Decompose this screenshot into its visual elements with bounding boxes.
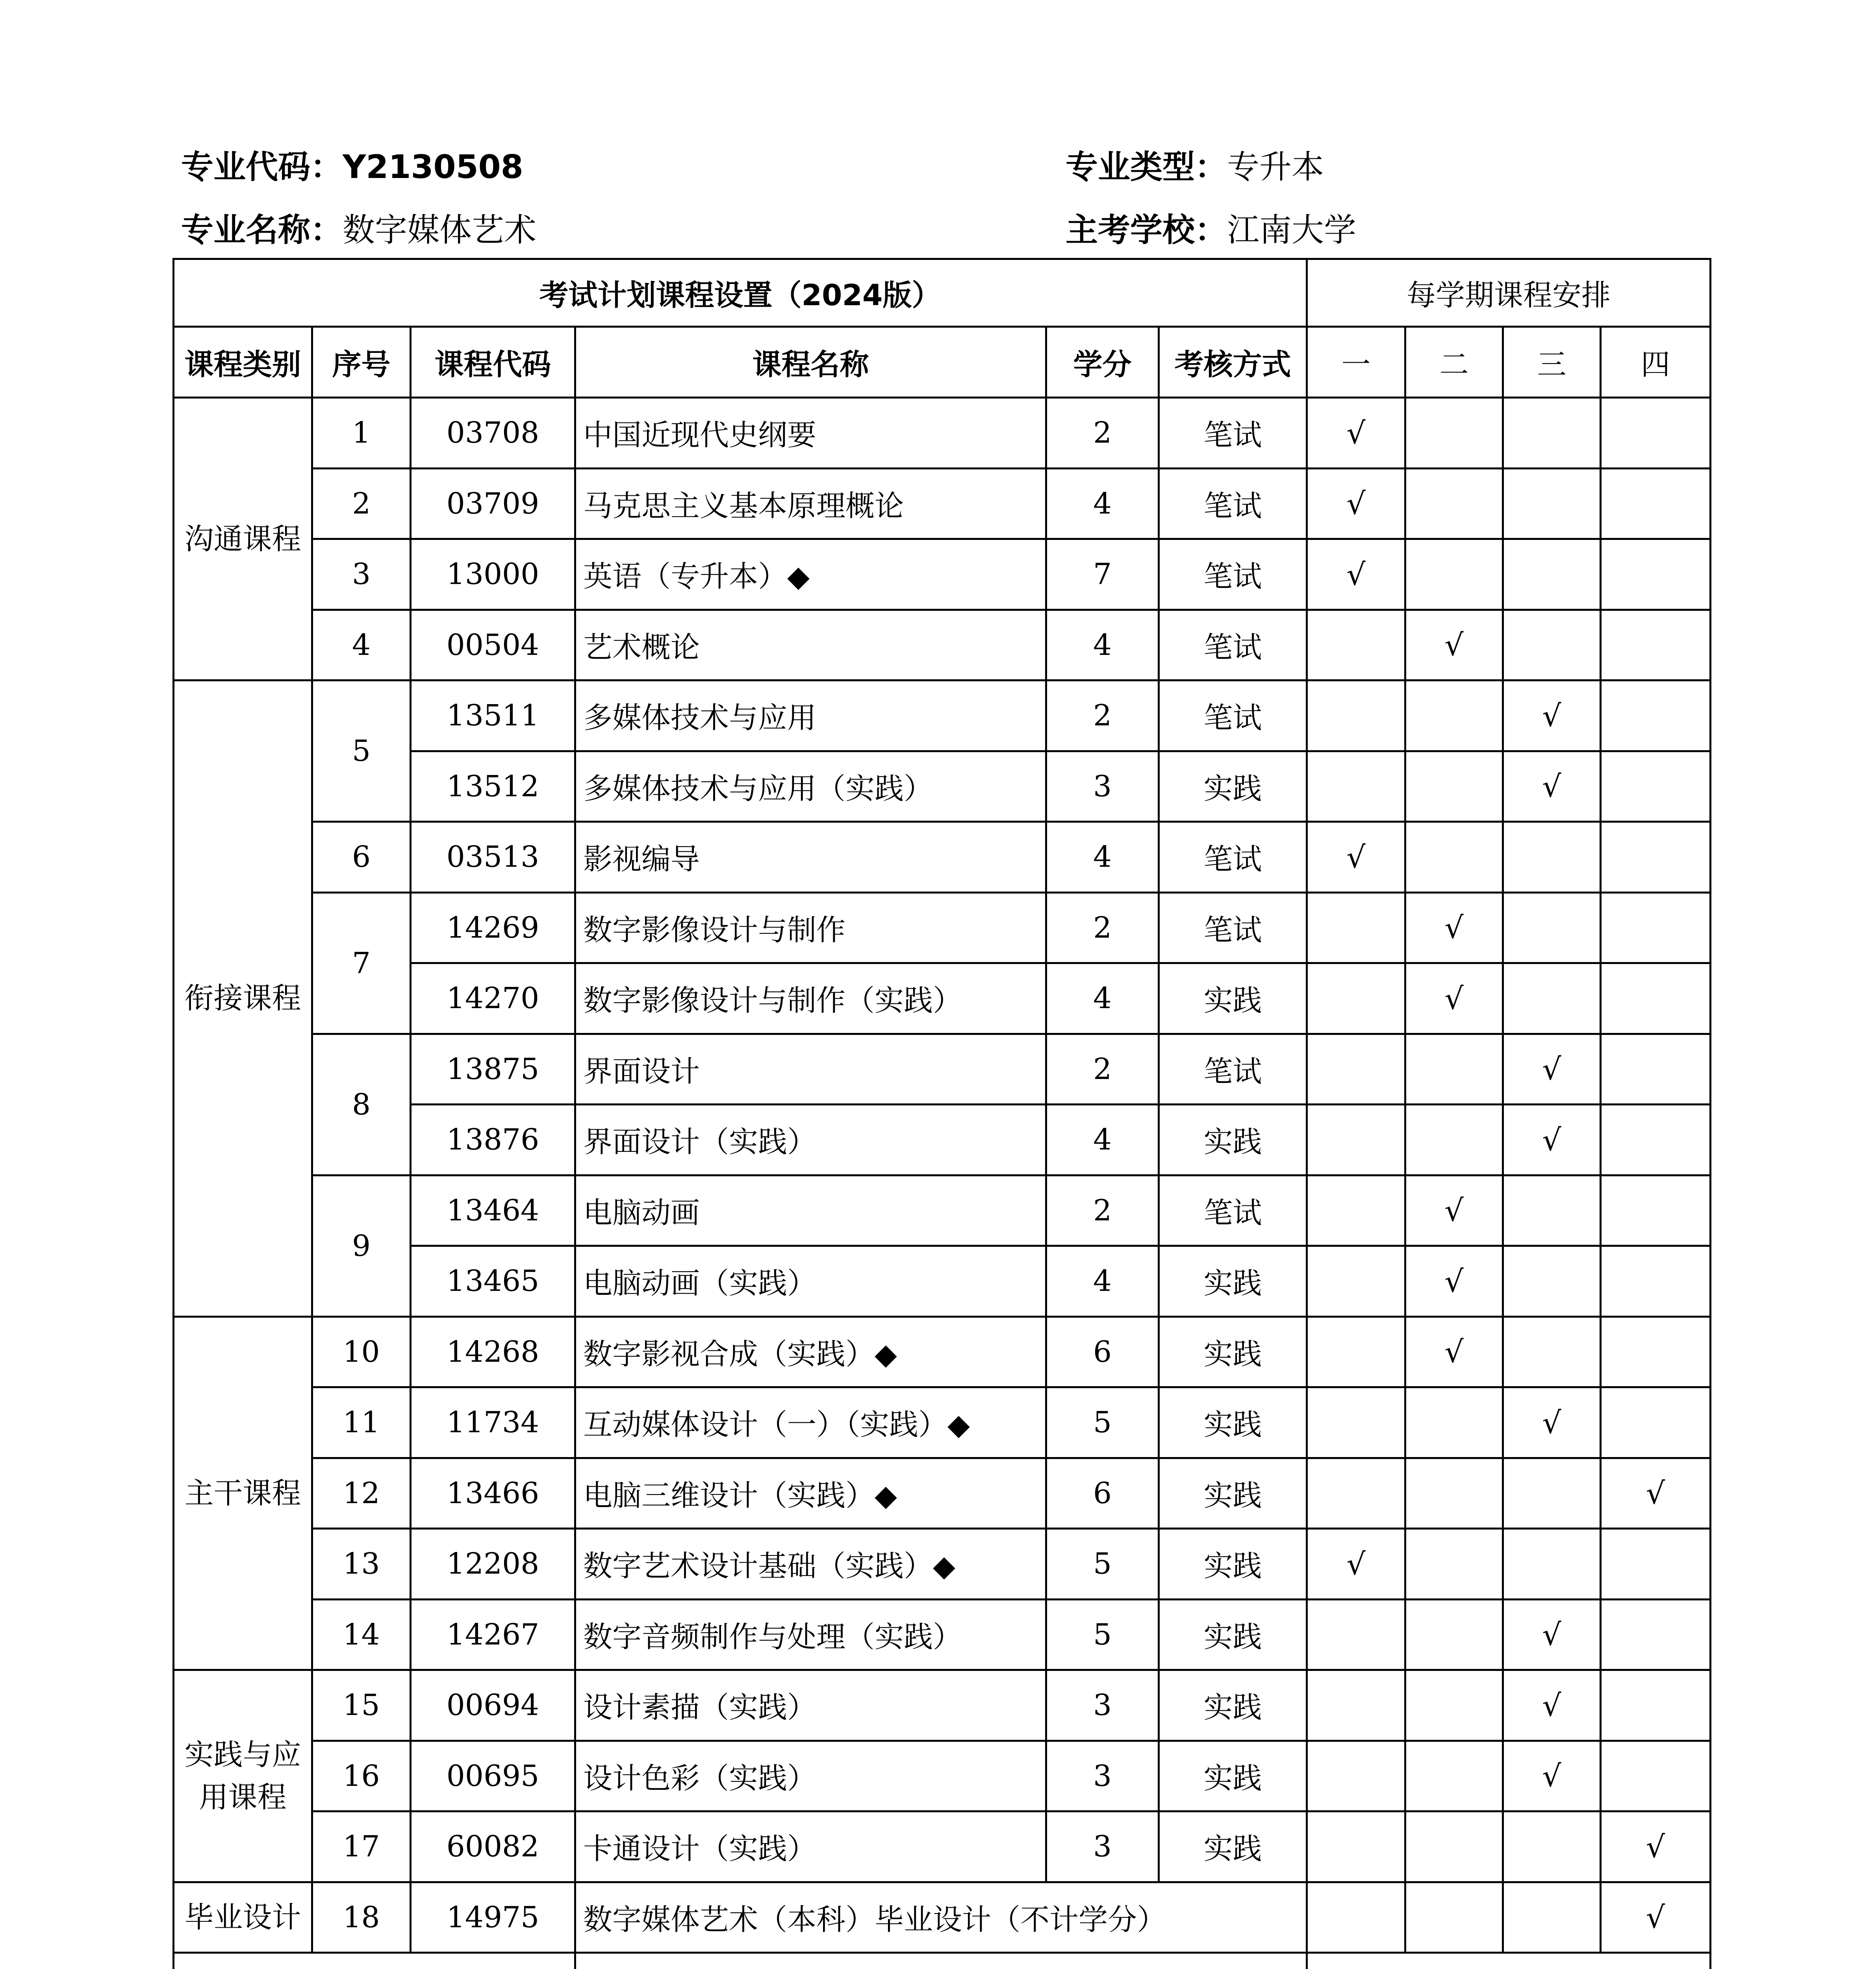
category-cell: 实践与应用课程: [174, 1670, 312, 1882]
sem3-cell: [1503, 963, 1601, 1034]
exam-cell: 实践: [1159, 1458, 1307, 1529]
sem4-cell: [1601, 680, 1711, 751]
name-cell: 数字媒体艺术（本科）毕业设计（不计学分）: [575, 1882, 1307, 1953]
sem4-cell: [1601, 1246, 1711, 1317]
code-cell: 00695: [411, 1741, 575, 1811]
semester-schedule-title: 每学期课程安排: [1307, 259, 1711, 327]
name-cell: 界面设计（实践）: [575, 1105, 1046, 1175]
code-cell: 00504: [411, 610, 575, 680]
table-row: [174, 1458, 1711, 1529]
name-cell: 电脑三维设计（实践）◆: [575, 1458, 1046, 1529]
sem3-cell: [1503, 1882, 1601, 1953]
sem4-cell: [1601, 1670, 1711, 1741]
table-row: [174, 822, 1711, 893]
sem4-cell: [1601, 963, 1711, 1034]
check-mark: √: [1307, 1529, 1405, 1600]
credit-cell: 2: [1046, 680, 1159, 751]
name-cell: 艺术概论: [575, 610, 1046, 680]
col-category: 课程类别: [174, 327, 312, 398]
check-mark: √: [1601, 1458, 1711, 1529]
name-cell: 马克思主义基本原理概论: [575, 468, 1046, 539]
credit-cell: 6: [1046, 1458, 1159, 1529]
credit-cell: 5: [1046, 1387, 1159, 1458]
seq-cell: 7: [312, 892, 411, 1034]
table-row: [174, 1811, 1711, 1882]
sem1-cell: [1307, 1316, 1405, 1387]
name-cell: 数字音频制作与处理（实践）: [575, 1599, 1046, 1670]
check-mark: √: [1307, 468, 1405, 539]
name-cell: 多媒体技术与应用: [575, 680, 1046, 751]
seq-cell: 4: [312, 610, 411, 680]
sem3-cell: [1503, 1458, 1601, 1529]
sem3-cell: [1503, 1246, 1601, 1317]
major-type: [1066, 148, 1324, 187]
credit-cell: 2: [1046, 1034, 1159, 1105]
total-semester-empty: [1307, 1953, 1711, 1969]
exam-school-value: 江南大学: [1227, 211, 1357, 249]
code-cell: 13465: [411, 1246, 575, 1317]
sem2-cell: [1405, 1741, 1503, 1811]
code-cell: 14267: [411, 1599, 575, 1670]
sem1-cell: [1307, 1175, 1405, 1246]
sem4-cell: [1601, 610, 1711, 680]
sem2-cell: [1405, 1034, 1503, 1105]
exam-cell: 实践: [1159, 1316, 1307, 1387]
col-credit: 学分: [1046, 327, 1159, 398]
exam-cell: 实践: [1159, 1599, 1307, 1670]
credit-cell: 5: [1046, 1529, 1159, 1600]
sem2-cell: [1405, 1387, 1503, 1458]
check-mark: √: [1307, 398, 1405, 469]
exam-cell: 实践: [1159, 1246, 1307, 1317]
sem1-cell: [1307, 1034, 1405, 1105]
sem4-cell: [1601, 892, 1711, 963]
sem2-cell: [1405, 1599, 1503, 1670]
table-row: [174, 1316, 1711, 1387]
code-cell: 13512: [411, 751, 575, 822]
check-mark: √: [1503, 1670, 1601, 1741]
name-cell: 多媒体技术与应用（实践）: [575, 751, 1046, 822]
seq-cell: 3: [312, 539, 411, 610]
seq-cell: 10: [312, 1316, 411, 1387]
sem4-cell: [1601, 539, 1711, 610]
sem3-cell: [1503, 398, 1601, 469]
sem1-cell: [1307, 1246, 1405, 1317]
name-cell: 互动媒体设计（一）（实践）◆: [575, 1387, 1046, 1458]
check-mark: √: [1307, 539, 1405, 610]
course-plan-table: [172, 258, 1711, 1969]
code-cell: 14975: [411, 1882, 575, 1953]
sem2-cell: [1405, 1670, 1503, 1741]
code-cell: 14269: [411, 892, 575, 963]
sem4-cell: [1601, 1741, 1711, 1811]
sem4-cell: [1601, 1387, 1711, 1458]
seq-cell: 13: [312, 1529, 411, 1600]
col-sem3: 三: [1503, 327, 1601, 398]
credit-cell: 4: [1046, 468, 1159, 539]
total-value: [575, 1953, 1307, 1969]
exam-cell: 笔试: [1159, 610, 1307, 680]
credit-cell: 3: [1046, 1670, 1159, 1741]
name-cell: 数字影视合成（实践）◆: [575, 1316, 1046, 1387]
sem3-cell: [1503, 1175, 1601, 1246]
code-cell: 14270: [411, 963, 575, 1034]
sem2-cell: [1405, 1811, 1503, 1882]
check-mark: √: [1503, 1387, 1601, 1458]
sem1-cell: [1307, 1811, 1405, 1882]
seq-cell: 6: [312, 822, 411, 893]
sem2-cell: [1405, 1105, 1503, 1175]
sem1-cell: [1307, 610, 1405, 680]
sem2-cell: [1405, 822, 1503, 893]
check-mark: √: [1503, 1741, 1601, 1811]
sem2-cell: [1405, 680, 1503, 751]
major-type-label: 专业类型：: [1066, 148, 1227, 186]
check-mark: √: [1405, 892, 1503, 963]
major-name-label: 专业名称：: [181, 211, 343, 249]
sem3-cell: [1503, 1316, 1601, 1387]
exam-cell: 笔试: [1159, 1175, 1307, 1246]
table-row: [174, 892, 1711, 963]
sem1-cell: [1307, 1458, 1405, 1529]
code-cell: 13875: [411, 1034, 575, 1105]
table-row: [174, 1034, 1711, 1105]
category-cell: 毕业设计: [174, 1882, 312, 1953]
exam-cell: 实践: [1159, 751, 1307, 822]
name-cell: 数字影像设计与制作: [575, 892, 1046, 963]
major-code-value: Y2130508: [343, 148, 523, 186]
credit-cell: 7: [1046, 539, 1159, 610]
name-cell: 英语（专升本）◆: [575, 539, 1046, 610]
col-code: 课程代码: [411, 327, 575, 398]
table-row: [174, 1599, 1711, 1670]
sem2-cell: [1405, 751, 1503, 822]
check-mark: √: [1601, 1882, 1711, 1953]
sem1-cell: [1307, 1741, 1405, 1811]
sem2-cell: [1405, 468, 1503, 539]
major-name-value: 数字媒体艺术: [343, 211, 537, 249]
exam-cell: 实践: [1159, 1741, 1307, 1811]
sem3-cell: [1503, 822, 1601, 893]
sem4-cell: [1601, 398, 1711, 469]
code-cell: 13464: [411, 1175, 575, 1246]
credit-cell: 4: [1046, 1246, 1159, 1317]
exam-school: [1066, 211, 1356, 250]
credit-cell: 2: [1046, 1175, 1159, 1246]
seq-cell: 17: [312, 1811, 411, 1882]
name-cell: 设计色彩（实践）: [575, 1741, 1046, 1811]
check-mark: √: [1503, 680, 1601, 751]
sem4-cell: [1601, 822, 1711, 893]
sem3-cell: [1503, 468, 1601, 539]
name-cell: 卡通设计（实践）: [575, 1811, 1046, 1882]
seq-cell: 15: [312, 1670, 411, 1741]
exam-cell: 笔试: [1159, 539, 1307, 610]
table-row: [174, 1741, 1711, 1811]
code-cell: 11734: [411, 1387, 575, 1458]
sem4-cell: [1601, 1034, 1711, 1105]
col-sem4: 四: [1601, 327, 1711, 398]
col-sem2: 二: [1405, 327, 1503, 398]
sem2-cell: [1405, 1882, 1503, 1953]
sem4-cell: [1601, 1105, 1711, 1175]
code-cell: 13000: [411, 539, 575, 610]
check-mark: √: [1405, 963, 1503, 1034]
table-title: 考试计划课程设置（2024版）: [174, 259, 1307, 327]
sem1-cell: [1307, 1599, 1405, 1670]
exam-cell: 笔试: [1159, 680, 1307, 751]
category-cell: 衔接课程: [174, 680, 312, 1317]
table-row: [174, 398, 1711, 469]
sem3-cell: [1503, 1811, 1601, 1882]
code-cell: 14268: [411, 1316, 575, 1387]
sem3-cell: [1503, 1529, 1601, 1600]
exam-cell: 笔试: [1159, 398, 1307, 469]
seq-cell: 11: [312, 1387, 411, 1458]
check-mark: √: [1503, 1034, 1601, 1105]
code-cell: 03513: [411, 822, 575, 893]
code-cell: 13466: [411, 1458, 575, 1529]
sem1-cell: [1307, 1882, 1405, 1953]
col-seq: 序号: [312, 327, 411, 398]
code-cell: 13511: [411, 680, 575, 751]
exam-cell: 笔试: [1159, 892, 1307, 963]
col-sem1: 一: [1307, 327, 1405, 398]
code-cell: 03709: [411, 468, 575, 539]
code-cell: 12208: [411, 1529, 575, 1600]
check-mark: √: [1503, 751, 1601, 822]
check-mark: √: [1405, 1316, 1503, 1387]
name-cell: 数字影像设计与制作（实践）: [575, 963, 1046, 1034]
sem4-cell: [1601, 1599, 1711, 1670]
table-row: [174, 1882, 1711, 1953]
sem1-cell: [1307, 1105, 1405, 1175]
seq-cell: 16: [312, 1741, 411, 1811]
total-row: [174, 1953, 1711, 1969]
seq-cell: 18: [312, 1882, 411, 1953]
check-mark: √: [1405, 610, 1503, 680]
sem2-cell: [1405, 1458, 1503, 1529]
code-cell: 03708: [411, 398, 575, 469]
major-code: [181, 148, 523, 187]
seq-cell: 14: [312, 1599, 411, 1670]
check-mark: √: [1503, 1105, 1601, 1175]
credit-cell: 4: [1046, 1105, 1159, 1175]
credit-cell: 3: [1046, 1811, 1159, 1882]
seq-cell: 5: [312, 680, 411, 822]
sem4-cell: [1601, 751, 1711, 822]
credit-cell: 4: [1046, 610, 1159, 680]
seq-cell: 2: [312, 468, 411, 539]
check-mark: √: [1601, 1811, 1711, 1882]
check-mark: √: [1405, 1246, 1503, 1317]
exam-cell: 实践: [1159, 1670, 1307, 1741]
exam-cell: 笔试: [1159, 468, 1307, 539]
name-cell: 数字艺术设计基础（实践）◆: [575, 1529, 1046, 1600]
sem1-cell: [1307, 751, 1405, 822]
sem4-cell: [1601, 1316, 1711, 1387]
sem3-cell: [1503, 539, 1601, 610]
sem1-cell: [1307, 680, 1405, 751]
sem1-cell: [1307, 963, 1405, 1034]
seq-cell: 1: [312, 398, 411, 469]
credit-cell: 5: [1046, 1599, 1159, 1670]
sem1-cell: [1307, 1670, 1405, 1741]
major-type-value: 专升本: [1227, 148, 1324, 186]
major-code-label: 专业代码：: [181, 148, 343, 186]
credit-cell: 6: [1046, 1316, 1159, 1387]
seq-cell: 8: [312, 1034, 411, 1175]
exam-cell: 实践: [1159, 963, 1307, 1034]
credit-cell: 4: [1046, 822, 1159, 893]
exam-cell: 实践: [1159, 1529, 1307, 1600]
name-cell: 电脑动画: [575, 1175, 1046, 1246]
seq-cell: 9: [312, 1175, 411, 1316]
code-cell: 00694: [411, 1670, 575, 1741]
table-row: [174, 468, 1711, 539]
table-row: [174, 539, 1711, 610]
col-name: 课程名称: [575, 327, 1046, 398]
name-cell: 电脑动画（实践）: [575, 1246, 1046, 1317]
major-name: [181, 211, 536, 250]
exam-cell: 笔试: [1159, 1034, 1307, 1105]
exam-school-label: 主考学校：: [1066, 211, 1227, 249]
code-cell: 13876: [411, 1105, 575, 1175]
total-label: [174, 1953, 575, 1969]
exam-cell: 笔试: [1159, 822, 1307, 893]
name-cell: 设计素描（实践）: [575, 1670, 1046, 1741]
seq-cell: 12: [312, 1458, 411, 1529]
table-row: [174, 680, 1711, 751]
sem4-cell: [1601, 1529, 1711, 1600]
credit-cell: 4: [1046, 963, 1159, 1034]
sem4-cell: [1601, 1175, 1711, 1246]
table-row: [174, 1670, 1711, 1741]
sem2-cell: [1405, 398, 1503, 469]
category-cell: 主干课程: [174, 1316, 312, 1670]
name-cell: 界面设计: [575, 1034, 1046, 1105]
credit-cell: 3: [1046, 751, 1159, 822]
credit-cell: 2: [1046, 892, 1159, 963]
sem3-cell: [1503, 892, 1601, 963]
code-cell: 60082: [411, 1811, 575, 1882]
sem3-cell: [1503, 610, 1601, 680]
table-row: [174, 1529, 1711, 1600]
table-row: [174, 1175, 1711, 1246]
credit-cell: 3: [1046, 1741, 1159, 1811]
sem2-cell: [1405, 1529, 1503, 1600]
check-mark: √: [1405, 1175, 1503, 1246]
exam-cell: 实践: [1159, 1811, 1307, 1882]
category-cell: 沟通课程: [174, 398, 312, 680]
exam-cell: 实践: [1159, 1105, 1307, 1175]
check-mark: √: [1503, 1599, 1601, 1670]
sem4-cell: [1601, 468, 1711, 539]
credit-cell: 2: [1046, 398, 1159, 469]
name-cell: 中国近现代史纲要: [575, 398, 1046, 469]
exam-cell: 实践: [1159, 1387, 1307, 1458]
table-row: [174, 1387, 1711, 1458]
name-cell: 影视编导: [575, 822, 1046, 893]
table-row: [174, 610, 1711, 680]
sem1-cell: [1307, 1387, 1405, 1458]
sem2-cell: [1405, 539, 1503, 610]
col-exam: 考核方式: [1159, 327, 1307, 398]
sem1-cell: [1307, 892, 1405, 963]
check-mark: √: [1307, 822, 1405, 893]
